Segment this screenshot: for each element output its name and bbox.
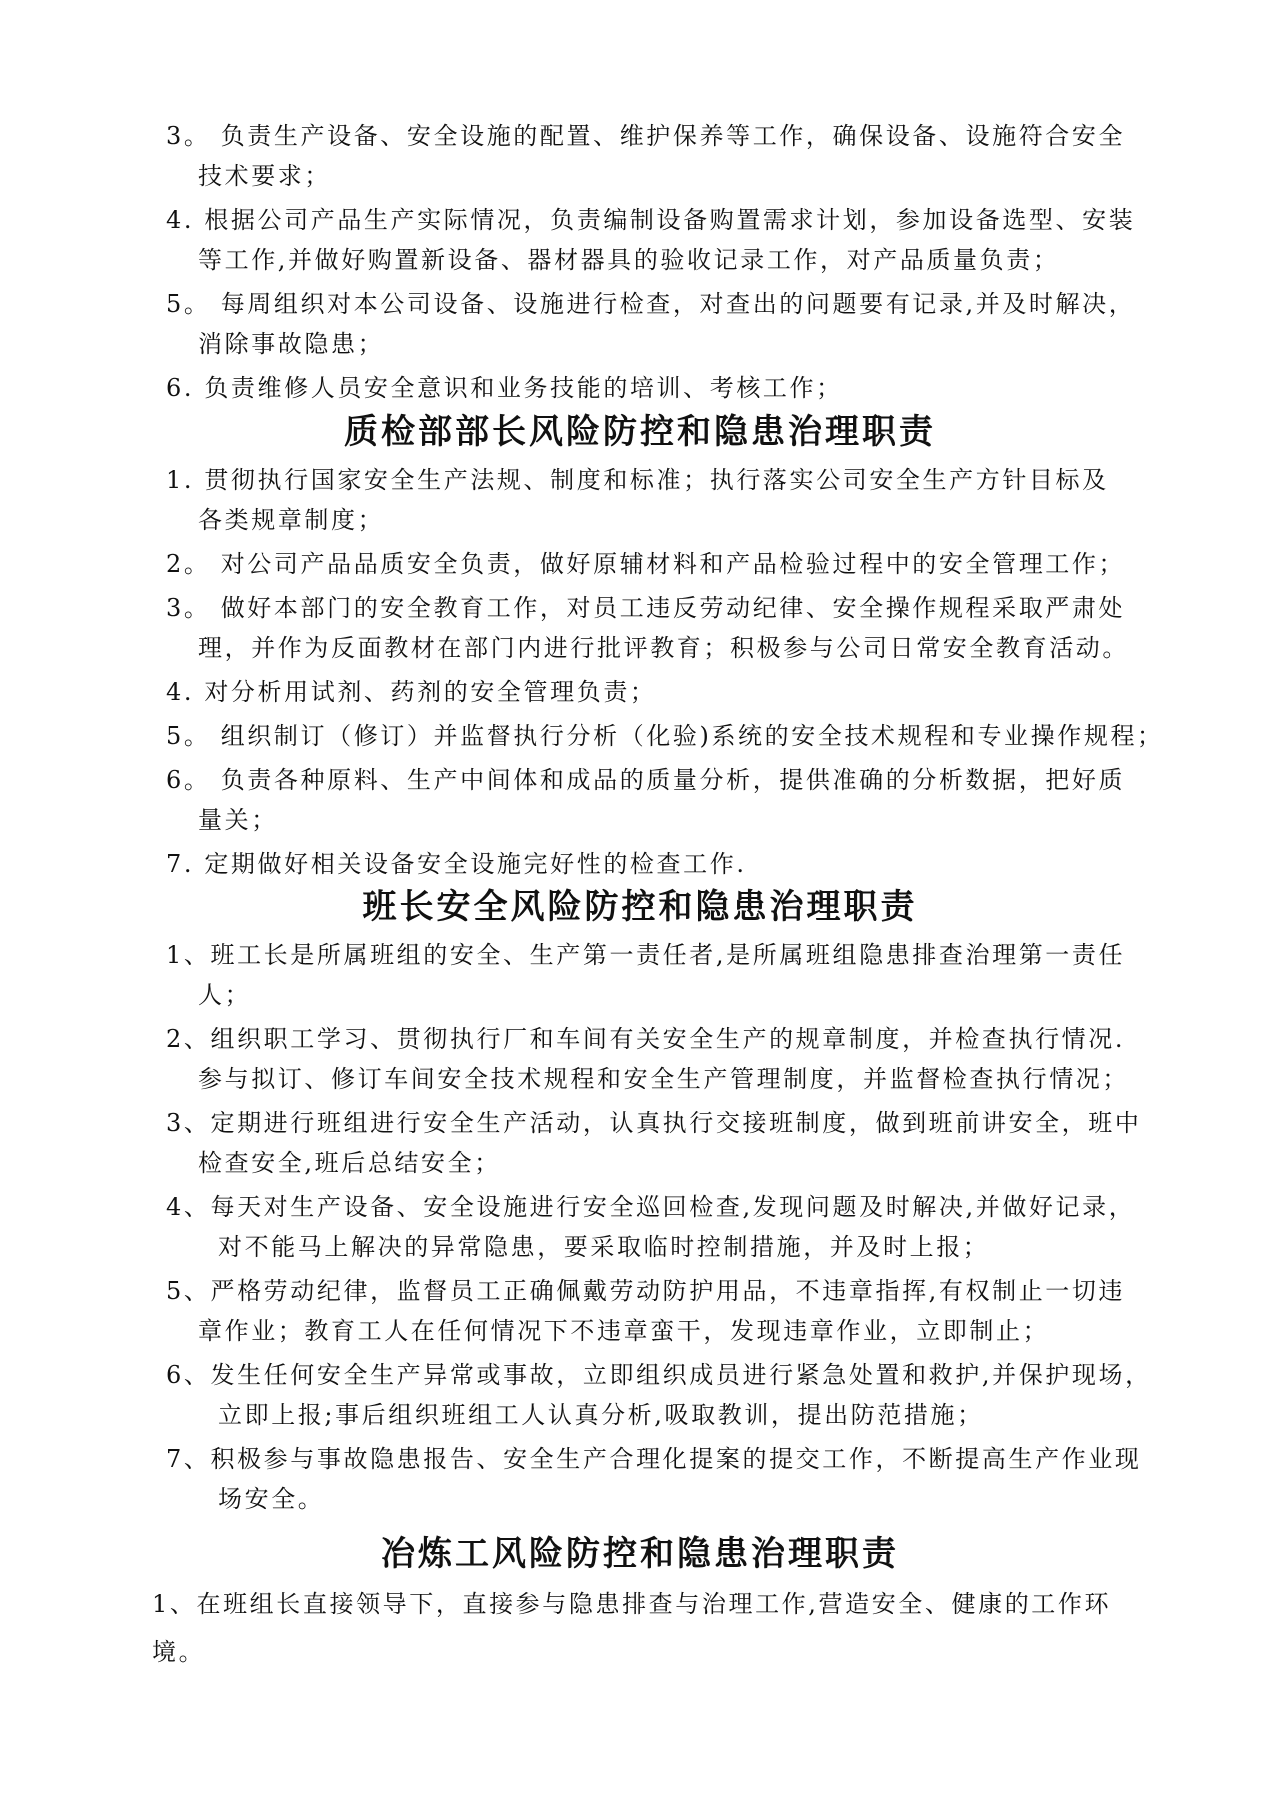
item-line: 1、班工长是所属班组的安全、生产第一责任者,是所属班组隐患排查治理第一责任	[166, 941, 1126, 969]
list-item	[0, 544, 1280, 584]
item-line: 人；	[198, 981, 252, 1009]
item-line: 量关；	[198, 806, 278, 834]
item-line: 6。 负责各种原料、生产中间体和成品的质量分析，提供准确的分析数据，把好质	[166, 766, 1126, 794]
item-line: 4、每天对生产设备、安全设施进行安全巡回检查,发现问题及时解决,并做好记录，	[166, 1193, 1136, 1221]
item-line: 5。 每周组织对本公司设备、设施进行检查，对查出的问题要有记录,并及时解决，	[166, 290, 1136, 318]
equipment-duties-section	[0, 116, 1280, 408]
item-line: 4. 对分析用试剂、药剂的安全管理负责；	[166, 678, 657, 706]
item-line: 7. 定期做好相关设备安全设施完好性的检查工作.	[166, 850, 747, 878]
item-line: 章作业；教育工人在任何情况下不违章蛮干，发现违章作业，立即制止；	[198, 1317, 1050, 1345]
list-item	[0, 284, 1280, 364]
item-line: 境。	[152, 1638, 206, 1666]
list-item	[0, 588, 1280, 668]
item-line: 立即上报;事后组织班组工人认真分析,吸取教训，提出防范措施；	[218, 1401, 984, 1429]
item-line: 等工作,并做好购置新设备、器材器具的验收记录工作，对产品质量负责；	[198, 246, 1060, 274]
list-item	[0, 116, 1280, 196]
item-line: 各类规章制度；	[198, 506, 385, 534]
list-item	[0, 1019, 1280, 1099]
item-line: 4. 根据公司产品生产实际情况，负责编制设备购置需求计划，参加设备选型、安装	[166, 206, 1136, 234]
item-line: 2。 对公司产品品质安全负责，做好原辅材料和产品检验过程中的安全管理工作；	[166, 550, 1126, 578]
item-line: 5、严格劳动纪律，监督员工正确佩戴劳动防护用品，不违章指挥,有权制止一切违	[166, 1277, 1126, 1305]
list-item	[0, 760, 1280, 840]
smelter-duties-section	[0, 1530, 1280, 1672]
item-line: 参与拟订、修订车间安全技术规程和安全生产管理制度，并监督检查执行情况；	[198, 1065, 1129, 1093]
item-line: 6、发生任何安全生产异常或事故，立即组织成员进行紧急处置和救护,并保护现场，	[166, 1361, 1152, 1389]
item-line: 消除事故隐患；	[198, 330, 385, 358]
list-item	[0, 1355, 1280, 1435]
item-line: 1. 贯彻执行国家安全生产法规、制度和标准；执行落实公司安全生产方针目标及	[166, 466, 1109, 494]
list-item	[0, 844, 1280, 884]
item-line: 技术要求；	[198, 162, 331, 190]
list-item	[0, 460, 1280, 540]
section-heading: 班长安全风险防控和隐患治理职责	[362, 887, 918, 927]
section-heading: 质检部部长风险防控和隐患治理职责	[344, 412, 936, 452]
list-item	[0, 1103, 1280, 1183]
list-item	[0, 1439, 1280, 1519]
section-heading: 冶炼工风险防控和隐患治理职责	[381, 1534, 899, 1574]
list-item	[0, 200, 1280, 280]
list-item	[0, 1271, 1280, 1351]
list-item	[0, 672, 1280, 712]
item-line: 5。 组织制订（修订）并监督执行分析（化验)系统的安全技术规程和专业操作规程；	[166, 722, 1164, 750]
list-item	[0, 368, 1280, 408]
list-item	[0, 1187, 1280, 1267]
item-line: 7、积极参与事故隐患报告、安全生产合理化提案的提交工作，不断提高生产作业现	[166, 1445, 1142, 1473]
item-line: 对不能马上解决的异常隐患，要采取临时控制措施，并及时上报；	[218, 1233, 990, 1261]
list-item	[0, 935, 1280, 1015]
item-line: 场安全。	[218, 1485, 325, 1513]
team-leader-duties-section	[0, 883, 1280, 1519]
item-line: 检查安全,班后总结安全；	[198, 1149, 501, 1177]
item-line: 3。 负责生产设备、安全设施的配置、维护保养等工作，确保设备、设施符合安全	[166, 122, 1126, 150]
list-item	[0, 716, 1280, 756]
list-item	[0, 1584, 1280, 1672]
item-line: 3。 做好本部门的安全教育工作，对员工违反劳动纪律、安全操作规程采取严肃处	[166, 594, 1126, 622]
qc-head-duties-section	[0, 408, 1280, 884]
item-line: 2、组织职工学习、贯彻执行厂和车间有关安全生产的规章制度，并检查执行情况.	[166, 1025, 1126, 1053]
item-line: 理，并作为反面教材在部门内进行批评教育；积极参与公司日常安全教育活动。	[198, 634, 1129, 662]
item-line: 6. 负责维修人员安全意识和业务技能的培训、考核工作；	[166, 374, 843, 402]
item-line: 1、在班组长直接领导下，直接参与隐患排查与治理工作,营造安全、健康的工作环	[152, 1590, 1112, 1618]
item-line: 3、定期进行班组进行安全生产活动，认真执行交接班制度，做到班前讲安全，班中	[166, 1109, 1142, 1137]
